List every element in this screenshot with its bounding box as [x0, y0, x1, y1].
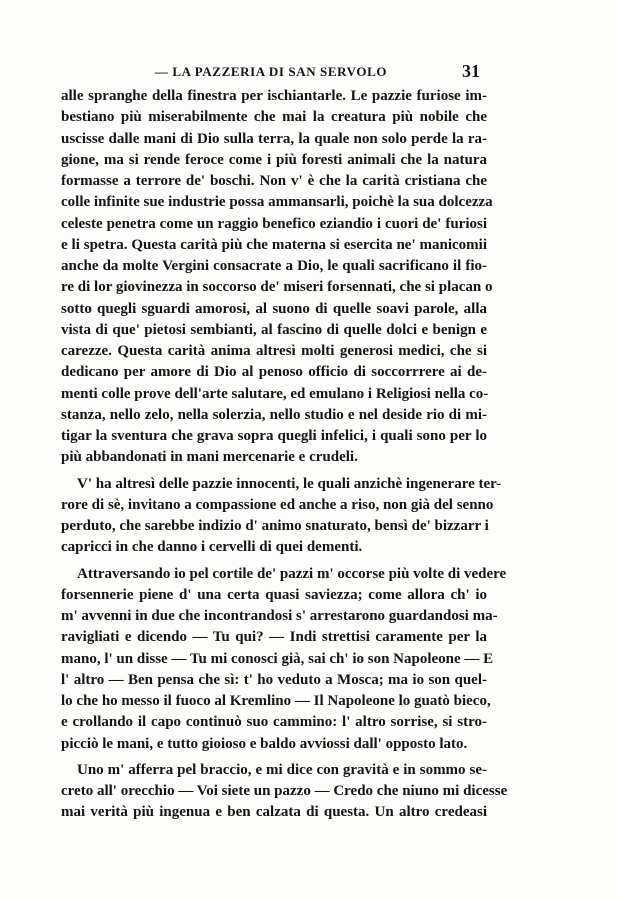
text-line: tigar la sventura che grava sopra quegli infelici, i quali sono per lo	[61, 428, 487, 444]
text-line: picciò le mani, e tutto gioioso e baldo avviossi dall' opposto lato.	[61, 735, 468, 752]
text-line: alle spranghe della finestra per ischiantarle. Le pazzie furiose im-	[61, 88, 487, 104]
text-line: lo che ho messo il fuoco al Kremlino — Il Napoleone lo guatò bieco,	[61, 693, 491, 709]
text-line: mano, l' un disse — Tu mi conosci già, sai ch' io son Napoleone — E	[61, 650, 494, 667]
text-line: uscisse dalle mani di Dio sulla terra, la quale non solo perde la ra-	[61, 130, 487, 147]
text-line: più abbandonati in mani mercenarie e crudeli.	[61, 449, 358, 466]
text-line: bestiano più miserabilmente che mai la creatura più nobile che	[61, 109, 487, 126]
running-head	[56, 60, 486, 84]
text-line: anche da molte Vergini consacrate a Dio, le quali sacrificano il fio-	[61, 258, 487, 274]
text-line: l' altro — Ben pensa che sì: t' ho veduto a Mosca; ma io son quel-	[61, 671, 487, 688]
text-line: gione, ma si rende feroce come i più foresti animali che la natura	[61, 151, 487, 168]
text-line: ravigliati e dicendo — Tu qui? — Indi strettisi caramente per la	[61, 629, 487, 646]
text-line: V' ha altresì delle pazzie innocenti, le quali anzichè ingenerare ter-	[77, 475, 502, 492]
text-line: e li spetra. Questa carità più che materna si esercita ne' manicomii	[61, 236, 487, 253]
text-line: vista di que' pietosi sembianti, al fascino di quelle dolci e benign e	[61, 321, 487, 338]
text-line: colle infinite sue industrie possa ammansarli, poichè la sua dolcezza	[61, 194, 493, 211]
text-line: Attraversando io pel cortile de' pazzi m' occorse più volte di vedere	[77, 565, 507, 582]
text-line: perduto, che sarebbe indizio d' animo snaturato, bensì de' bizzarr i	[61, 518, 489, 534]
text-line: capricci in che danno i cervelli di quei dementi.	[61, 539, 363, 556]
text-line: e crollando il capo continuò suo cammino: l' altro sorrise, si stro-	[61, 714, 487, 731]
text-line: Uno m' afferra pel braccio, e mi dice con gravità e in sommo se-	[77, 761, 487, 778]
running-title: — LA PAZZERIA DI SAN SERVOLO	[154, 64, 388, 79]
text-line: mai verità più ingenua e ben calzata di questa. Un altro credeasi	[61, 804, 487, 821]
text-line: rore di sè, invitano a compassione ed anche a riso, non già del senno	[61, 496, 494, 513]
text-line: sotto quegli sguardi amorosi, al suono di quelle soavi parole, alla	[61, 300, 487, 317]
text-line: forsennerie piene d' una certa quasi saviezza; come allora ch' io	[61, 586, 487, 603]
text-line: formasse a terrore de' boschi. Non v' è che la carità cristiana che	[61, 173, 487, 189]
text-line: m' avvenni in due che incontrandosi s' arrestarono guardandosi ma-	[61, 608, 498, 624]
text-line: menti colle prove dell'arte salutare, ed emulano i Religiosi nella co-	[61, 385, 489, 402]
body-text	[61, 86, 508, 824]
text-line: creto all' orecchio — Voi siete un pazzo — Credo che niuno mi dicesse	[61, 783, 508, 799]
text-line: dedicano per amore di Dio al penoso officio di soccorrrere ai de-	[61, 364, 487, 381]
text-line: carezze. Questa carità anima altresì molti generosi medici, che si	[61, 343, 487, 359]
text-line: stanza, nello zelo, nella solerzia, nello studio e nel deside rio di mi-	[61, 406, 487, 423]
text-line: re di lor giovinezza in soccorso de' miseri forsennati, che si placan o	[61, 279, 493, 296]
text-line: celeste penetra come un raggio benefico eziandio i cuori de' furiosi	[61, 215, 487, 232]
page-number: 31	[462, 61, 480, 81]
